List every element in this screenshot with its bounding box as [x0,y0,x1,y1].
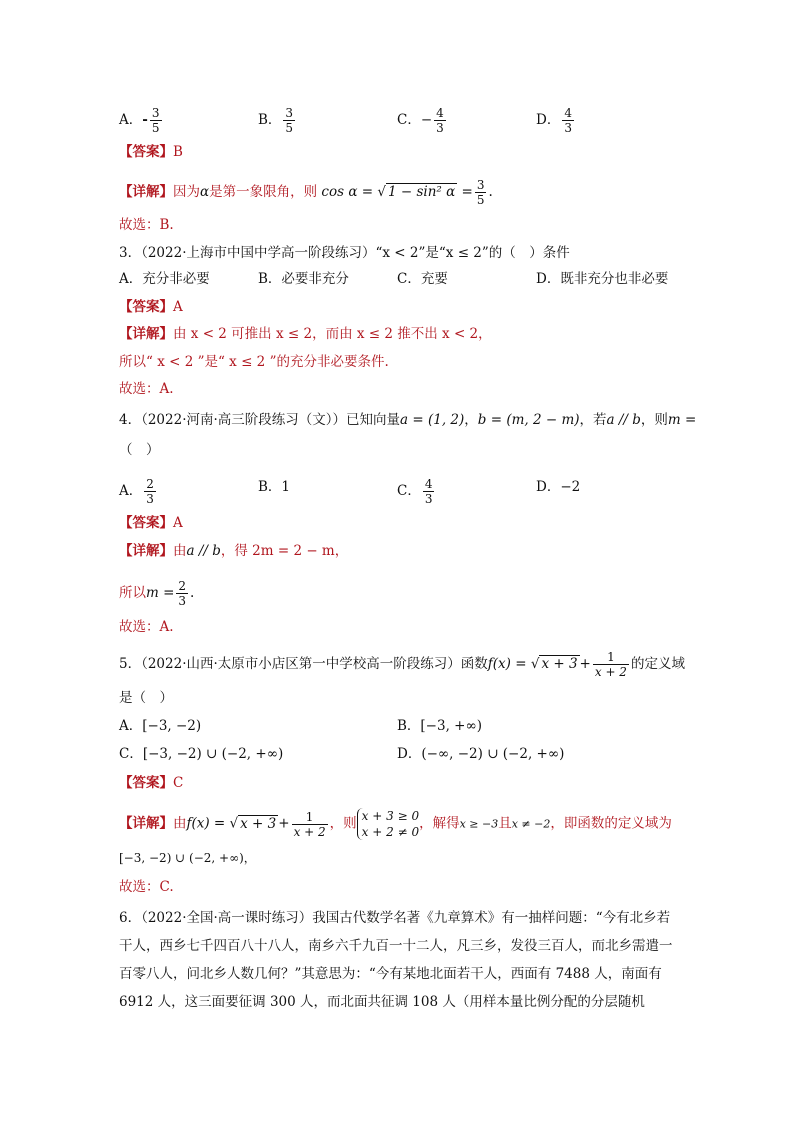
q3-option-a: A．充分非必要 [119,271,210,287]
q5-detail: 【详解】由f(x) = √ x + 3 + $\frac{1}{x + 2}$ ，则 x + 3 ≥ 0 x + 2 ≠ 0 ，解得x ≥ −3且x ≠ −2，即函数的定义域为 [119,809,672,839]
q3-option-b: B．必要非充分 [258,271,349,287]
q4-detail-2: 所以m = $\frac{2}{3}$ . [119,579,195,608]
q4-answer: 【答案】A [119,515,183,531]
q3-choose: 故选：A. [119,381,174,397]
q5-option-b: B．[−3, +∞) [397,718,482,734]
q4-stem-paren: （ ） [119,442,160,458]
q3-option-d: D．既非充分也非必要 [536,271,669,287]
q2-detail: 【详解】因为α是第一象限角，则 cos α = √ 1 − sin² α = $\frac{3}{5}$ . [119,178,493,207]
q3-detail: 【详解】由 x < 2 可推出 x ≤ 2，而由 x ≤ 2 推不出 x < 2， [119,326,492,342]
q5-detail-domain: [−3, −2) ∪ (−2, +∞)， [119,851,256,865]
q2-choose: 故选：B. [119,217,174,233]
q4-option-d: D．−2 [536,479,581,495]
q5-stem: 5．（2022·山西·太原市小店区第一中学校高一阶段练习）函数f(x) = √ x + 3 + $\frac{1}{x + 2}$ 的定义域 [119,650,685,679]
q3-detail-2: 所以“ x < 2 ”是“ x ≤ 2 ”的充分非必要条件. [119,354,389,370]
q4-stem: 4．（2022·河南·高三阶段练习（文））已知向量a = (1, 2)，b = (m, 2 − m)，若a // b，则m = [119,412,697,428]
q5-choose: 故选：C. [119,879,174,895]
q4-choose: 故选：A. [119,619,174,635]
q2-option-c: C．− $\frac{4}{3}$ [397,106,444,135]
q2-option-b: B． $\frac{3}{5}$ [258,106,294,135]
q5-option-c: C．[−3, −2) ∪ (−2, +∞) [119,746,284,762]
q3-stem: 3．（2022·上海市中国中学高一阶段练习）“x < 2”是“x ≤ 2”的（ ）条件 [119,245,570,261]
q3-answer: 【答案】A [119,299,183,315]
q4-option-b: B．1 [258,479,291,495]
q4-option-a: A． $\frac{2}{3}$ [119,477,154,506]
q5-option-d: D．(−∞, −2) ∪ (−2, +∞) [397,746,565,762]
q2-answer: 【答案】B [119,144,183,160]
q5-answer: 【答案】C [119,775,184,791]
q5-stem-2: 是（ ） [119,690,173,706]
q6-stem: 6．（2022·全国·高一课时练习）我国古代数学名著《九章算术》有一抽样问题：“今有北乡若干人，西乡七千四百八十八人，南乡六千九百一十二人，凡三乡，发役三百人，而北乡需遣一百零八人，问北乡人数几何？”其意思为：“今有某地北面若干人，西面有 7488 人，南面有 6912 人，这三面要征调 300 人，而北面共征调 108 人（用样本量比例分配的分层随机 [119,910,673,1010]
q5-option-a: A．[−3, −2) [119,718,202,734]
q3-option-c: C．充要 [397,271,448,287]
q4-option-c: C． $\frac{4}{3}$ [397,477,433,506]
q4-detail: 【详解】由a // b，得 2m = 2 − m， [119,543,349,559]
q2-option-d: D． $\frac{4}{3}$ [536,106,572,135]
q2-option-a: A．- $\frac{3}{5}$ [119,106,160,135]
